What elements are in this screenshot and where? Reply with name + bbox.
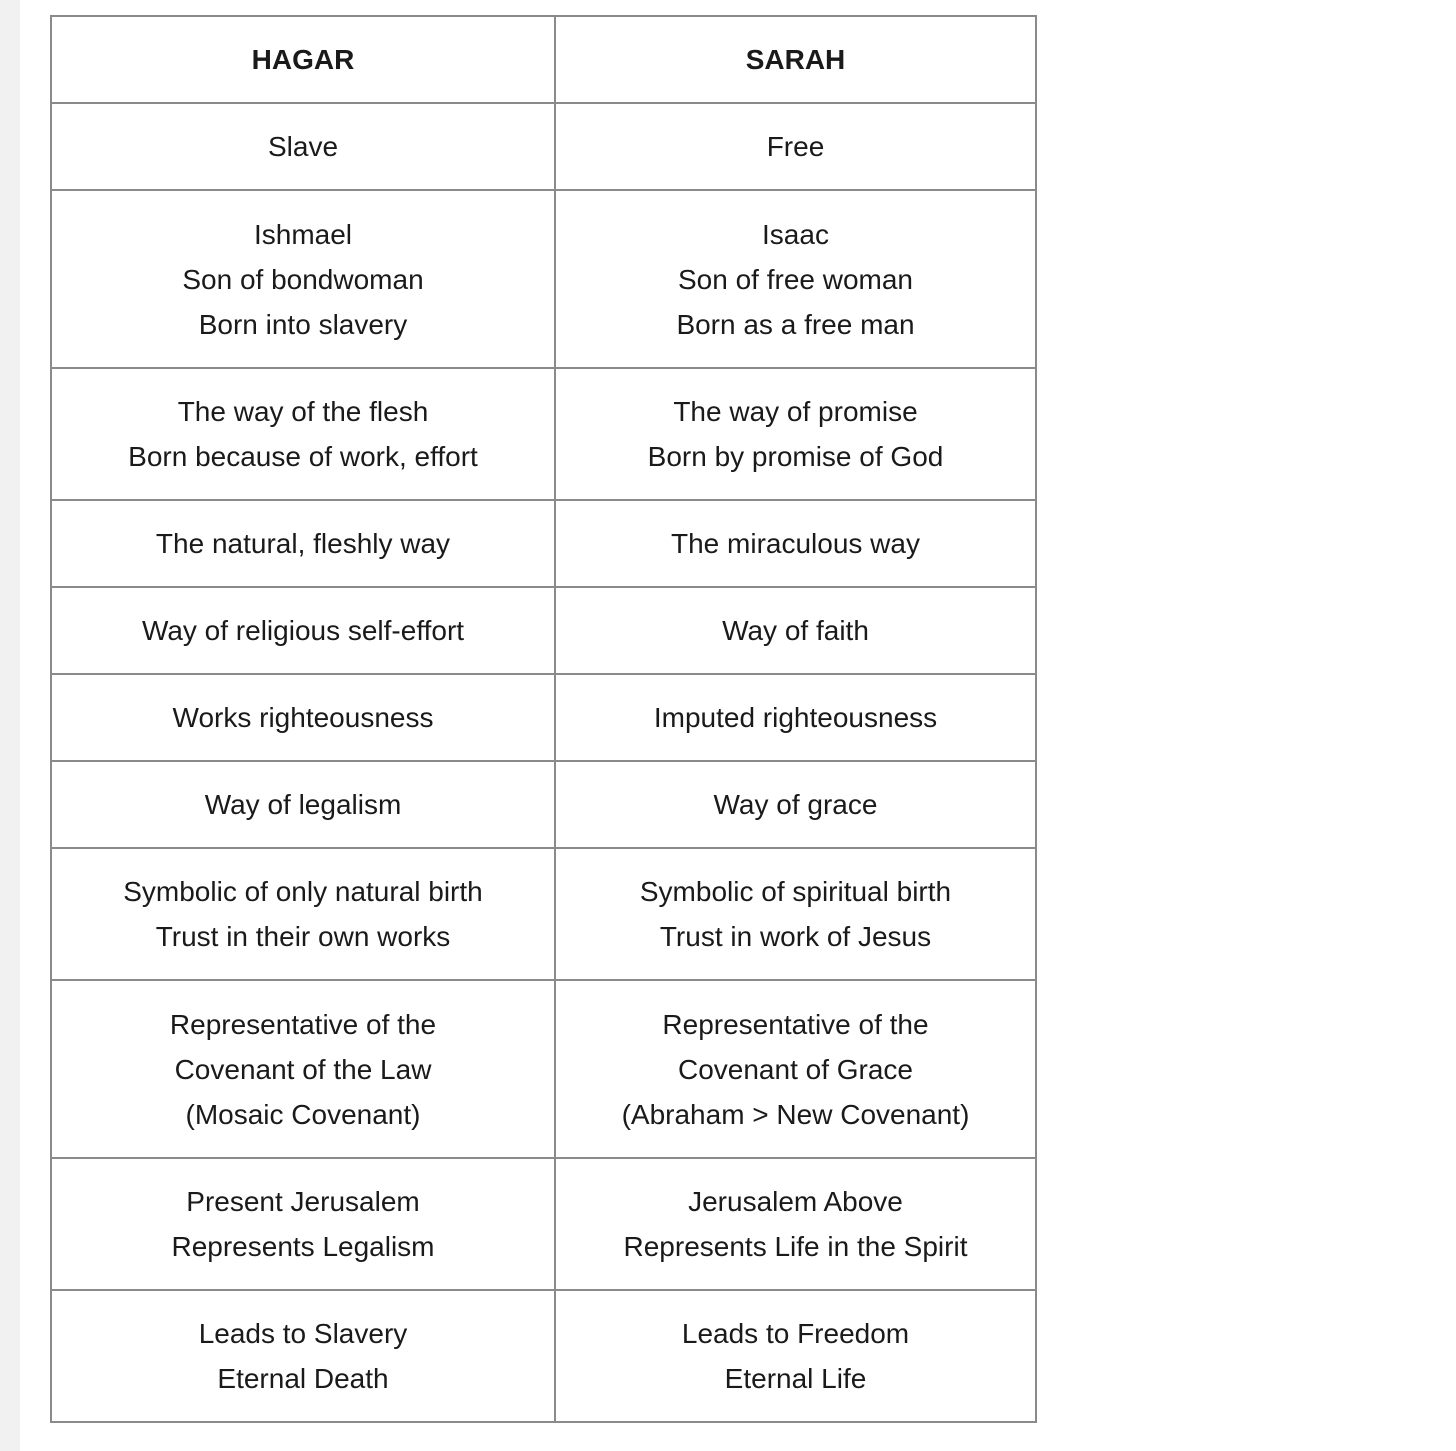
- cell-line: (Mosaic Covenant): [185, 1098, 421, 1130]
- cell-line: Son of free woman: [677, 263, 914, 295]
- hagar-cell: [51, 1290, 555, 1422]
- cell-line: Way of religious self-effort: [141, 615, 465, 646]
- cell-line: The natural, fleshly way: [155, 528, 451, 559]
- sarah-cell: [555, 190, 1036, 368]
- table-row: [51, 500, 1036, 587]
- sarah-cell: [555, 587, 1036, 674]
- sarah-cell: [555, 1290, 1036, 1422]
- header-hagar: HAGAR: [51, 16, 555, 103]
- header-sarah: SARAH: [555, 16, 1036, 103]
- cell-line: Present Jerusalem: [186, 1186, 420, 1217]
- hagar-cell: [51, 587, 555, 674]
- sarah-cell: [555, 980, 1036, 1158]
- sarah-cell: [555, 761, 1036, 848]
- cell-line: Eternal Life: [724, 1363, 867, 1394]
- cell-line: Born into slavery: [198, 308, 408, 340]
- cell-line: Imputed righteousness: [653, 702, 938, 733]
- table-row: [51, 103, 1036, 190]
- cell-line: (Abraham > New Covenant): [621, 1098, 970, 1130]
- table-row: [51, 980, 1036, 1158]
- cell-line: Representative of the: [662, 1008, 929, 1040]
- cell-line: Covenant of the Law: [174, 1053, 432, 1085]
- cell-line: Free: [766, 131, 825, 162]
- hagar-cell: [51, 674, 555, 761]
- cell-line: Way of grace: [713, 789, 878, 820]
- cell-line: Representative of the: [169, 1008, 437, 1040]
- sarah-cell: [555, 674, 1036, 761]
- cell-line: Way of legalism: [204, 789, 402, 820]
- table-row: [51, 190, 1036, 368]
- cell-line: Slave: [267, 131, 339, 162]
- cell-line: Represents Life in the Spirit: [623, 1231, 968, 1262]
- table-row: [51, 587, 1036, 674]
- cell-line: Son of bondwoman: [182, 263, 424, 295]
- cell-line: The way of the flesh: [177, 396, 429, 427]
- header-row: [51, 16, 1036, 103]
- hagar-cell: [51, 980, 555, 1158]
- hagar-cell: [51, 190, 555, 368]
- sarah-cell: [555, 848, 1036, 980]
- cell-line: Covenant of Grace: [677, 1053, 914, 1085]
- cell-line: Jerusalem Above: [688, 1186, 903, 1217]
- cell-line: Born as a free man: [676, 308, 915, 340]
- cell-line: Trust in their own works: [155, 921, 451, 952]
- cell-line: Leads to Slavery: [198, 1318, 408, 1349]
- table-row: [51, 368, 1036, 500]
- sarah-cell: [555, 368, 1036, 500]
- cell-line: Eternal Death: [217, 1363, 389, 1394]
- cell-line: Way of faith: [722, 615, 869, 646]
- cell-line: Trust in work of Jesus: [659, 921, 932, 952]
- hagar-cell: [51, 368, 555, 500]
- left-margin-strip: [0, 0, 20, 1451]
- sarah-cell: [555, 103, 1036, 190]
- cell-line: The way of promise: [673, 396, 918, 427]
- cell-line: The miraculous way: [671, 528, 920, 559]
- cell-line: Leads to Freedom: [681, 1318, 910, 1349]
- sarah-cell: [555, 1158, 1036, 1290]
- hagar-cell: [51, 1158, 555, 1290]
- table-row: [51, 674, 1036, 761]
- hagar-cell: [51, 761, 555, 848]
- table-row: [51, 1158, 1036, 1290]
- cell-line: Born by promise of God: [647, 441, 944, 472]
- table-row: [51, 761, 1036, 848]
- hagar-cell: [51, 848, 555, 980]
- comparison-table: [50, 15, 1037, 1423]
- cell-line: Isaac: [762, 218, 829, 250]
- cell-line: Born because of work, effort: [128, 441, 478, 472]
- hagar-cell: [51, 103, 555, 190]
- table-row: [51, 848, 1036, 980]
- hagar-cell: [51, 500, 555, 587]
- cell-line: Ishmael: [253, 218, 353, 250]
- cell-line: Symbolic of spiritual birth: [639, 876, 952, 907]
- table-row: [51, 1290, 1036, 1422]
- cell-line: Represents Legalism: [171, 1231, 435, 1262]
- cell-line: Works righteousness: [172, 702, 434, 733]
- cell-line: Symbolic of only natural birth: [123, 876, 483, 907]
- sarah-cell: [555, 500, 1036, 587]
